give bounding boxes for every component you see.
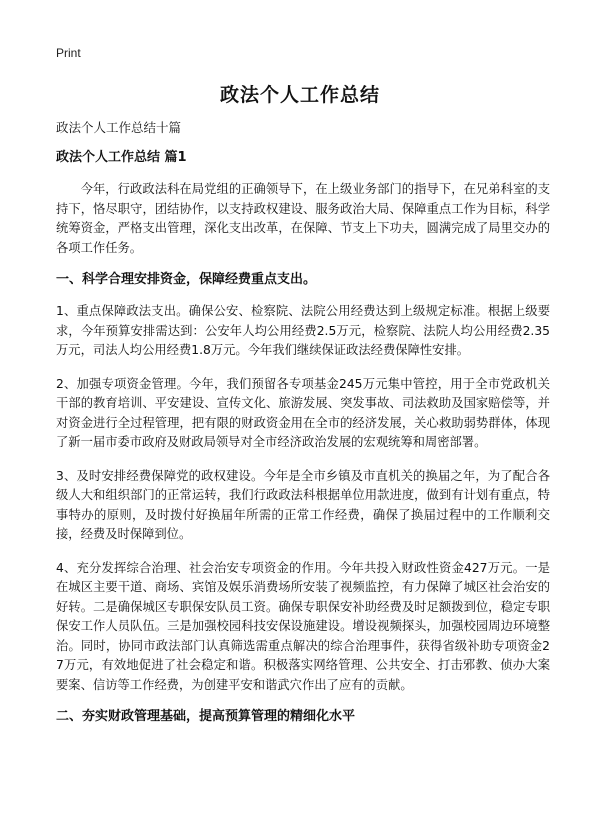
document-subtitle: 政法个人工作总结十篇 (56, 120, 182, 135)
paragraph-1: 1、重点保障政法支出。确保公安、检察院、法院公用经费达到上级规定标准。根据上级要求，今年预算安排需达到：公安年人均公用经费2.5万元，检察院、法院人均公用经费2.35万元，司法人均公用经费1.8万元。今年我们继续保证政法经费保障性安排。 (56, 304, 550, 357)
paragraph-2: 2、加强专项资金管理。今年，我们预留各专项基金245万元集中管控，用于全市党政机关干部的教育培训、平安建设、宣传文化、旅游发展、突发事故、司法救助及国家赔偿等，并对资金进行全过程管理，把有限的财政资金用在全市的经济发展，关心救助弱势群体，体现了新一届市委市政府及财政局领导对全市经济政治发展的宏观统筹和周密部署。 (56, 376, 550, 449)
section-heading-2: 二、夯实财政管理基础，提高预算管理的精细化水平 (56, 709, 356, 724)
article-heading: 政法个人工作总结 篇1 (56, 150, 187, 165)
paragraph-3: 3、及时安排经费保障党的政权建设。今年是全市乡镇及市直机关的换届之年，为了配合各级人大和组织部门的正常运转，我们行政政法科根据单位用款进度，做到有计划有重点，特事特办的原则，及时拨付好换届年所需的正常工作经费，确保了换届过程中的工作顺利交接，经费及时保障到位。 (56, 468, 550, 541)
document-title: 政法个人工作总结 (219, 84, 380, 106)
print-link[interactable]: Print (56, 46, 81, 60)
paragraph-4: 4、充分发挥综合治理、社会治安专项资金的作用。今年共投入财政性资金427万元。一是在城区主要干道、商场、宾馆及娱乐消费场所安装了视频监控，有力保障了城区社会治安的好转。二是确保城区专职保安队员工资。确保专职保安补助经费及时足额拨到位，稳定专职保安工作人员队伍。三是加强校园科技安保设施建设。增设视频探头，加强校园周边环境整治。同时，协同市政法部门认真筛选需重点解决的综合治理事件，获得省级补助专项资金27万元，有效地促进了社会稳定和谐。积极落实网络管理、公共安全、打击邪教、侦办大案要案、信访等工作经费，为创建平安和谐武穴作出了应有的贡献。 (56, 560, 550, 692)
document-body (56, 120, 550, 739)
section-heading-1: 一、科学合理安排资金，保障经费重点支出。 (56, 272, 317, 287)
intro-paragraph: 今年，行政政法科在局党组的正确领导下，在上级业务部门的指导下，在兄弟科室的支持下，恪尽职守，团结协作，以支持政权建设、服务政治大局、保障重点工作为目标，科学统筹资金，严格支出管理，深化支出改革，在保障、节支上下功夫，圆满完成了局里交办的各项工作任务。 (56, 182, 550, 255)
